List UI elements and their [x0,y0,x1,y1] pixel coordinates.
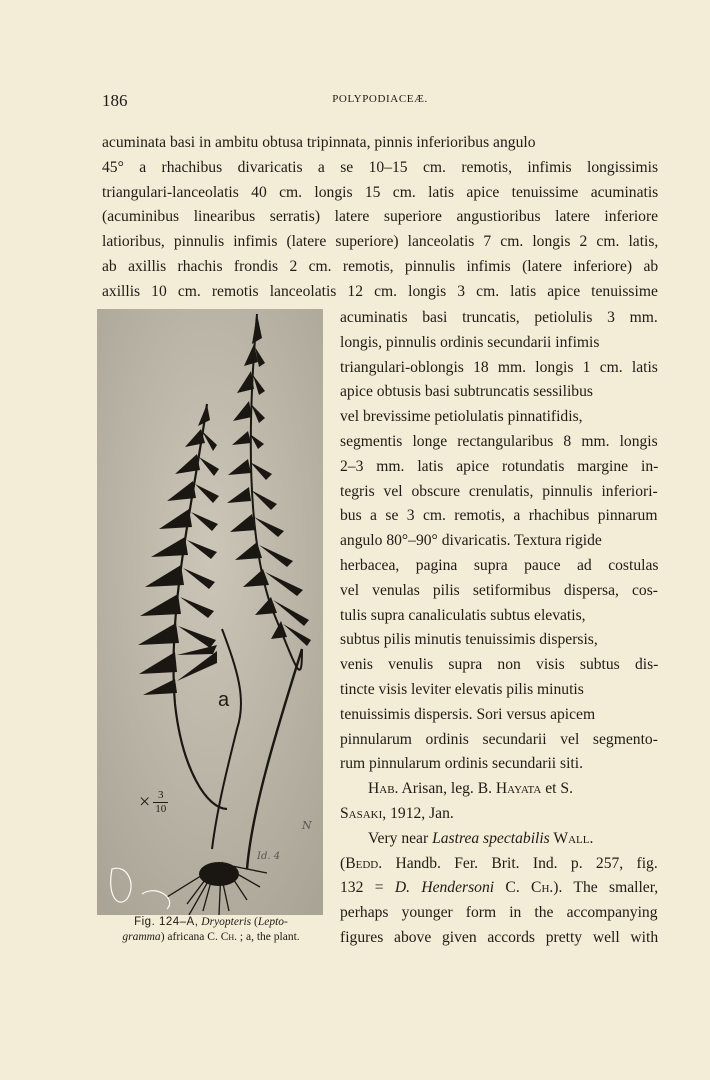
figure-label-a: a [218,689,230,711]
caption-figure-number: Fig. 124–A, [134,916,199,928]
note-line-5: figures above given accords pretty well with [340,928,659,946]
text-line: longis, pinnulis ordinis secundarii infimis [340,333,600,351]
text-line: acuminata basi in ambitu obtusa tripinnata, pinnis inferioribus angulo [102,134,536,151]
text-line: rum pinnularum ordinis secundarii siti. [340,755,583,773]
text-line: vel brevissime petiolulatis pinnatifidis, [340,408,583,426]
text-line: latioribus, pinnulis infimis (latere superiore) lanceolatis 7 cm. longis 2 cm. latis, [102,233,659,251]
note-text: Handb. Fer. Brit. Ind. p. 257, fig. [382,854,658,872]
text-line: tegris vel obscure crenulatis, pinnulis inferiori- [340,482,658,500]
caption-genus: Dryopteris [198,916,252,928]
caption-tail: ; a, the plant. [237,931,300,943]
text-line: triangulari-oblongis 18 mm. longis 1 cm. latis [340,358,658,376]
caption-paren: ( [251,916,258,928]
note-text: Very near [368,829,433,847]
note-text: ). The smaller, [553,879,659,897]
scale-indicator [139,789,168,816]
scale-numerator: 3 [153,789,168,803]
text-line: vel venulas pilis setiformibus dispersa, cos- [340,581,658,599]
note-line-1 [340,827,658,852]
text-line: triangulari-lanceolatis 40 cm. longis 15 cm. latis apice tenuissime acuminatis [102,183,659,201]
habitat-label: Hab. [368,780,399,798]
caption-species: ) africana [160,931,208,943]
collector-hayata: Hayata [495,780,542,798]
text-line: subtus pilis minutis tenuissimis dispersis, [340,631,598,649]
description-paragraph-top [102,131,658,305]
description-paragraph-right [340,306,658,951]
page-header [102,91,658,113]
caption-author: C. Ch. [207,931,238,943]
note-text: 132 = [340,879,395,897]
habitat-date: , 1912, Jan. [382,804,454,822]
reference-bedd: Bedd. [345,854,383,872]
text-line: venis venulis supra non visis subtus dis- [340,656,659,674]
fern-illustration [97,309,323,915]
text-line: segmentis longe rectangularibus 8 mm. longis [340,432,658,450]
svg-text:N: N [302,819,312,832]
habitat-line-2 [340,802,658,827]
species-lastrea: Lastrea spectabilis [432,829,550,847]
page-number: 186 [102,91,128,110]
scale-times: × [139,791,151,813]
scale-fraction [153,789,168,816]
note-line-2 [340,852,658,877]
running-head: POLYPODIACEÆ. [332,93,428,105]
caption-lepto: Lepto- [257,916,288,928]
text-line: ab axillis rhachis frondis 2 cm. remotis, pinnulis infimis (latere inferiore) ab [102,257,659,275]
text-line: tincte visis leviter elevatis pilis minutis [340,680,584,698]
text-line: 45° a rhachibus divaricatis a se 10–15 cm. remotis, infimis longissimis [102,158,659,176]
caption-gramma: gramma [122,931,161,943]
habitat-line-1 [340,777,658,802]
habitat-text: et S. [541,780,573,798]
species-author: Wall. [549,829,594,847]
collector-sasaki: Sasaki [340,804,383,822]
text-line: axillis 10 cm. remotis lanceolatis 12 cm. longis 3 cm. latis apice tenuissime [102,282,658,300]
text-line: pinnularum ordinis secundarii vel segmento- [340,730,658,748]
text-line: acuminatis basi truncatis, petiolulis 3 mm. [340,309,658,326]
fern-specimen-photo [97,309,323,915]
svg-text:Id. 4: Id. 4 [257,851,281,862]
habitat-text: Arisan, leg. B. [398,780,496,798]
species-author: C. Ch. [494,879,554,897]
text-line: 2–3 mm. latis apice rotundatis margine in- [340,457,659,475]
note-line-4: perhaps younger form in the accompanying [340,904,658,922]
text-line: apice obtusis basi subtruncatis sessilibus [340,383,593,401]
text-line: tulis supra canaliculatis subtus elevatis, [340,606,586,624]
text-line: tenuissimis dispersis. Sori versus apicem [340,705,596,723]
text-line: (acuminibus linearibus serratis) latere superiore angustioribus latere inferiore [102,208,659,226]
figure-caption [93,915,329,945]
scale-denominator: 10 [155,803,167,815]
text-line: herbacea, pagina supra pauce ad costulas [340,556,659,574]
note-text: ( [340,854,346,872]
text-line: angulo 80°–90° divaricatis. Textura rigide [340,532,602,550]
text-line: bus a se 3 cm. remotis, a rhachibus pinnarum [340,507,658,525]
note-line-3 [340,876,658,901]
species-hendersoni: D. Hendersoni [394,879,495,897]
